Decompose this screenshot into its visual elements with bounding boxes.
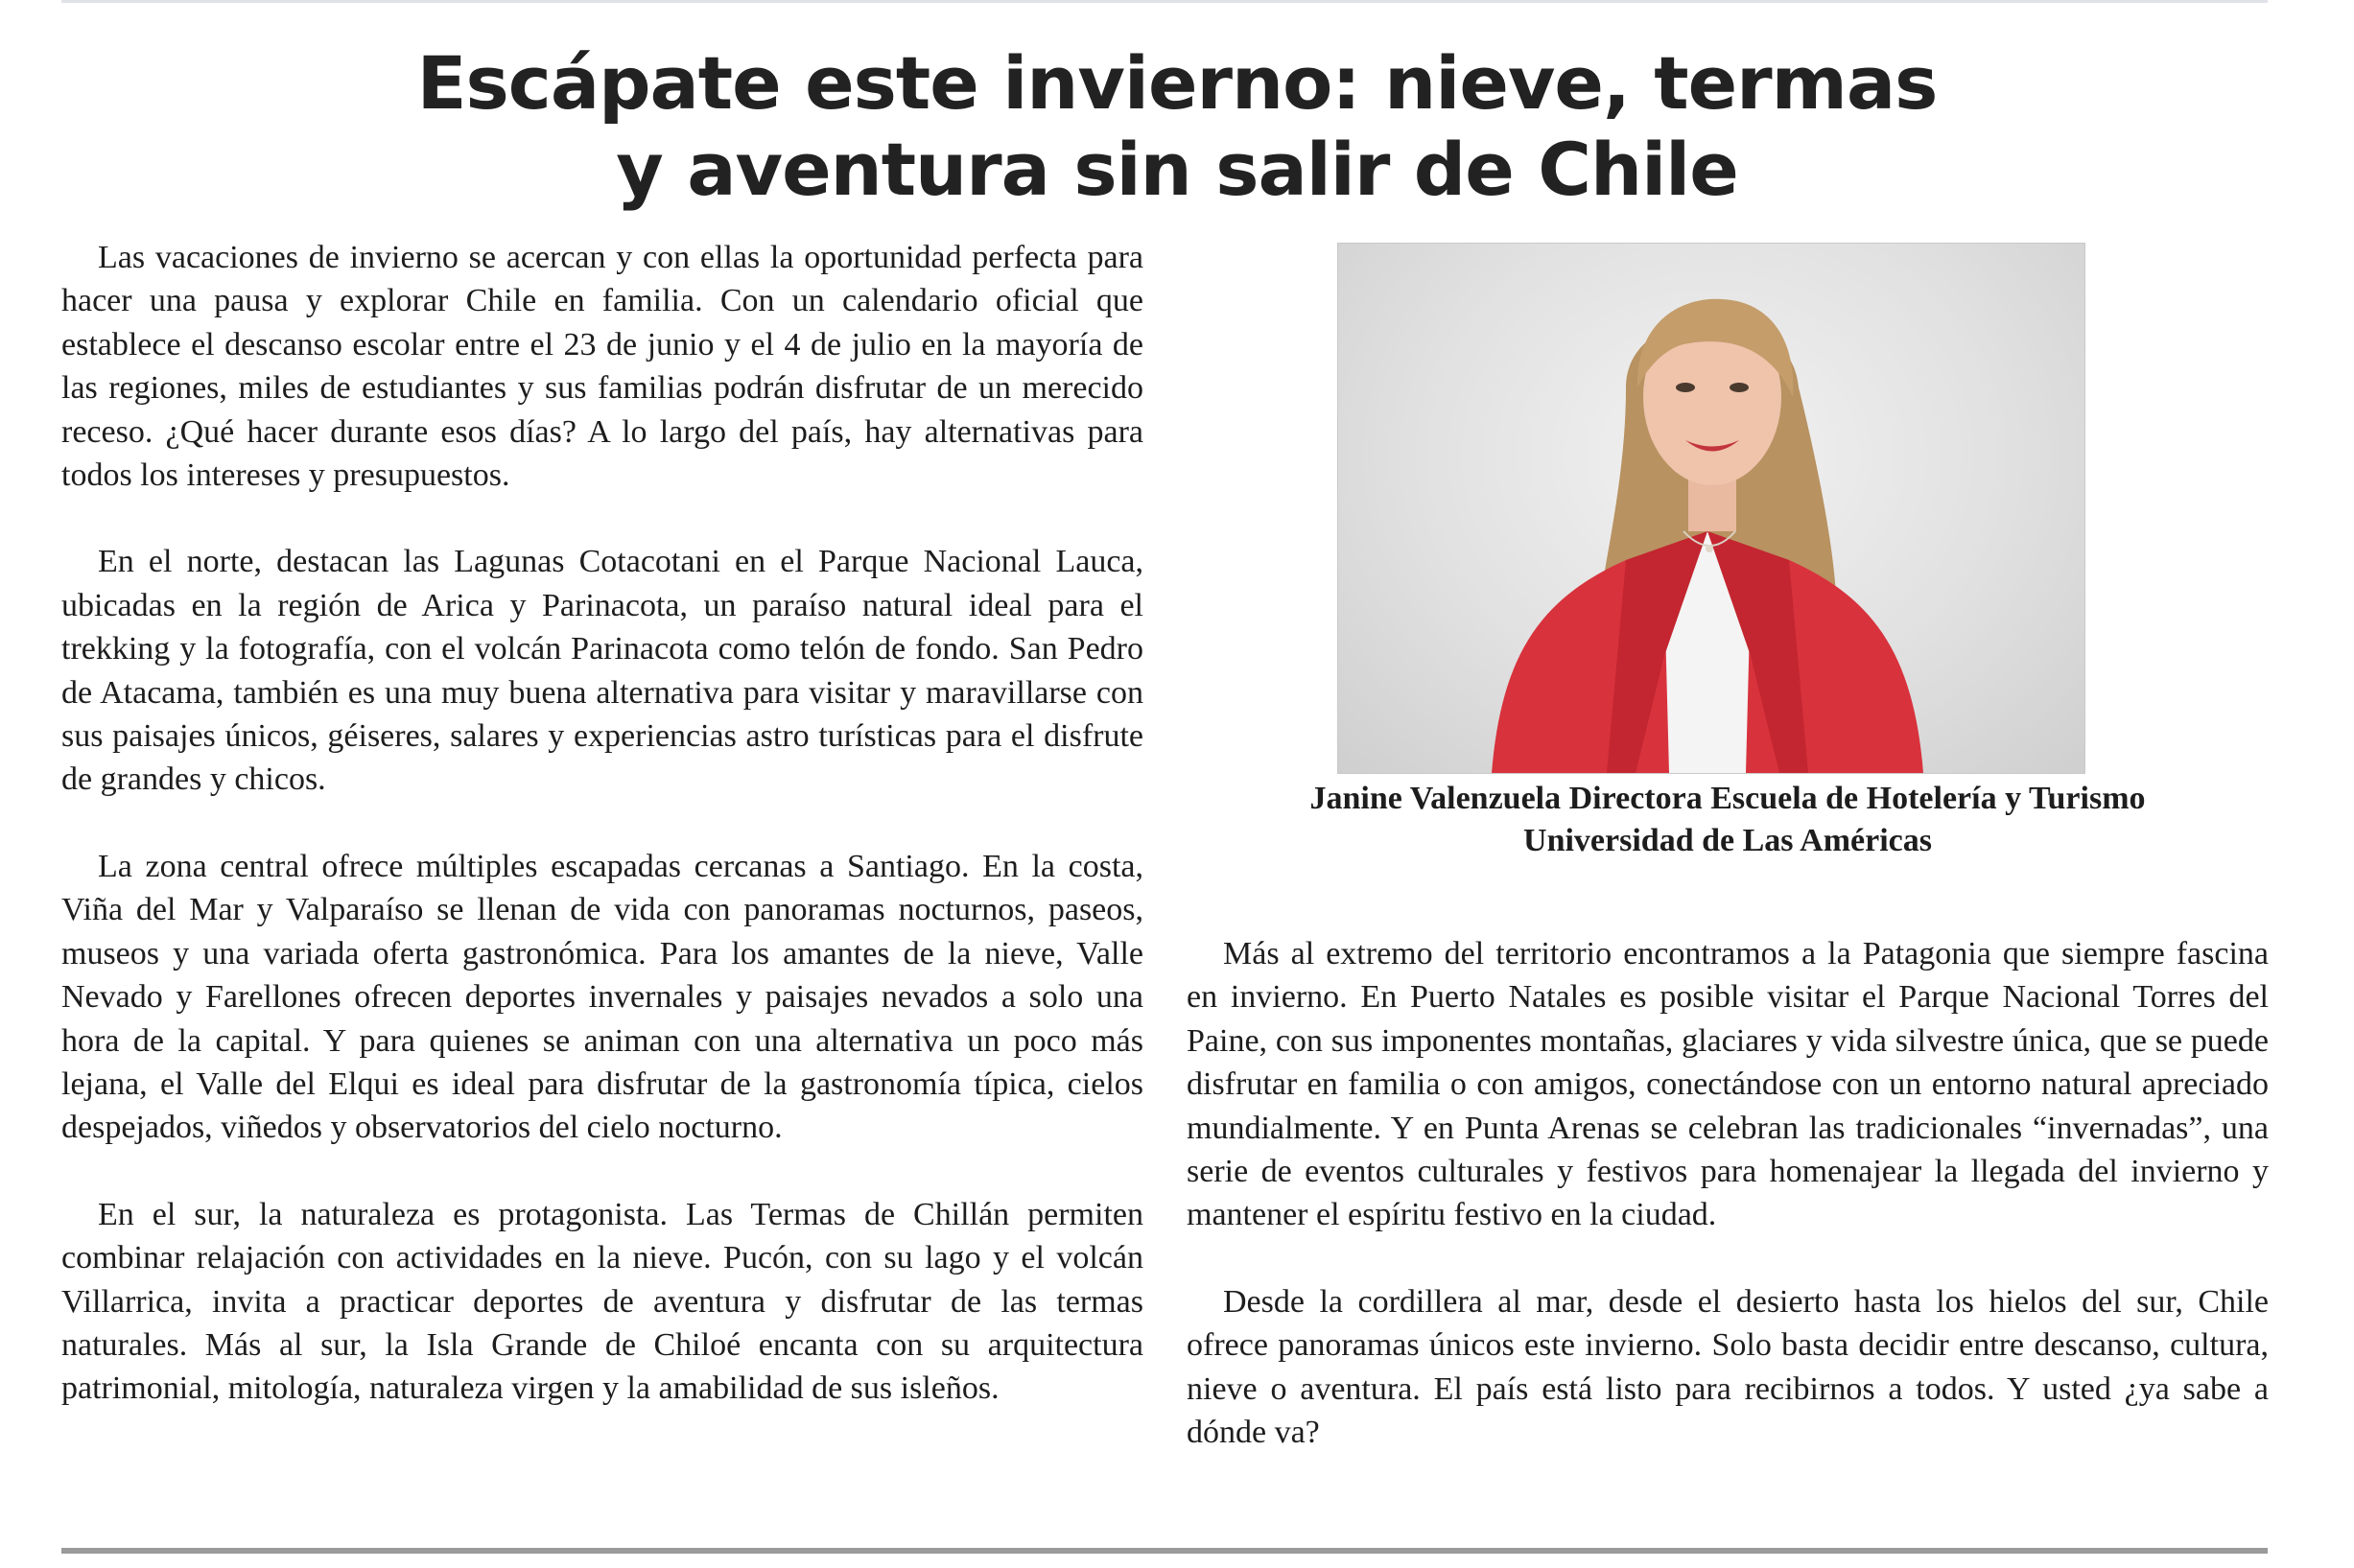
bottom-divider [61,1548,2268,1554]
right-column [1187,932,2269,1497]
paragraph-sur: En el sur, la naturaleza es protagonista. Las Termas de Chillán permiten combinar relajación con actividades en la nieve. Pucón, con su lago y el volcán Villarrica, invita a practicar deportes de aventura y disfrutar de las termas naturales. Más al sur, la Isla Grande de Chiloé encanta con su arquitectura patrimonial, mitología, naturaleza virgen y la amabilidad de sus isleños. [61,1196,1143,1407]
photo-caption [1187,778,2269,862]
portrait-illustration [1338,244,2084,773]
paragraph-zona-central: La zona central ofrece múltiples escapadas cercanas a Santiago. En la costa, Viña del Mar y Valparaíso se llenan de vida con panoramas nocturnos, paseos, museos y una variada oferta gastronómica. Para los amantes de la nieve, Valle Nevado y Farellones ofrecen deportes invernales y paisajes nevados a solo una hora de la capital. Y para quienes se animan con una alternativa un poco más lejana, el Valle del Elqui es ideal para disfrutar de la gastronomía típica, cielos despejados, viñedos y observatorios del cielo nocturno. [61,848,1143,1146]
paragraph-conclusion: Desde la cordillera al mar, desde el desierto hasta los hielos del sur, Chile ofrece panoramas únicos este invierno. Solo basta decidir entre descanso, cultura, nieve o aventura. El país está listo para recibirnos a todos. Y usted ¿ya sabe a dónde va? [1187,1283,2269,1451]
portrait-photo [1337,243,2085,774]
headline-line-2: y aventura sin salir de Chile [616,127,1738,212]
paragraph-vacaciones: Las vacaciones de invierno se acercan y con ellas la oportunidad perfecta para hacer una pausa y explorar Chile en familia. Con un calendario oficial que establece el descanso escolar entre el 23 de junio y el 4 de julio en la mayoría de las regiones, miles de estudiantes y sus familias podrán disfrutar de un merecido receso. ¿Qué hacer durante esos días? A lo largo del país, hay alternativas para todos los intereses y presupuestos. [61,240,1143,494]
left-column [61,236,1143,1454]
paragraph-norte: En el norte, destacan las Lagunas Cotacotani en el Parque Nacional Lauca, ubicadas en la región de Arica y Parinacota, un paraíso natural ideal para el trekking y la fotografía, con el volcán Parinacota como telón de fondo. San Pedro de Atacama, también es una muy buena alternativa para visitar y maravillarse con sus paisajes únicos, géiseres, salares y experiencias astro turísticas para el disfrute de grandes y chicos. [61,544,1143,798]
top-divider [61,0,2268,3]
paragraph-patagonia: Más al extremo del territorio encontramos a la Patagonia que siempre fascina en invierno. En Puerto Natales es posible visitar el Parque Nacional Torres del Paine, con sus imponentes montañas, glaciares y vida silvestre única, que se puede disfrutar en familia o con amigos, conectándose con un entorno natural apreciado mundialmente. Y en Punta Arenas se celebran las tradicionales “invernadas”, una serie de eventos culturales y festivos para homenajear la llegada del invierno y mantener el espíritu festivo en la ciudad. [1187,936,2269,1233]
caption-name-title: Janine Valenzuela Directora Escuela de Hotelería y Turismo [1309,781,2146,816]
headline-line-1: Escápate este invierno: nieve, termas [416,40,1938,126]
article-headline [0,40,2354,213]
caption-institution: Universidad de Las Américas [1523,823,1932,858]
